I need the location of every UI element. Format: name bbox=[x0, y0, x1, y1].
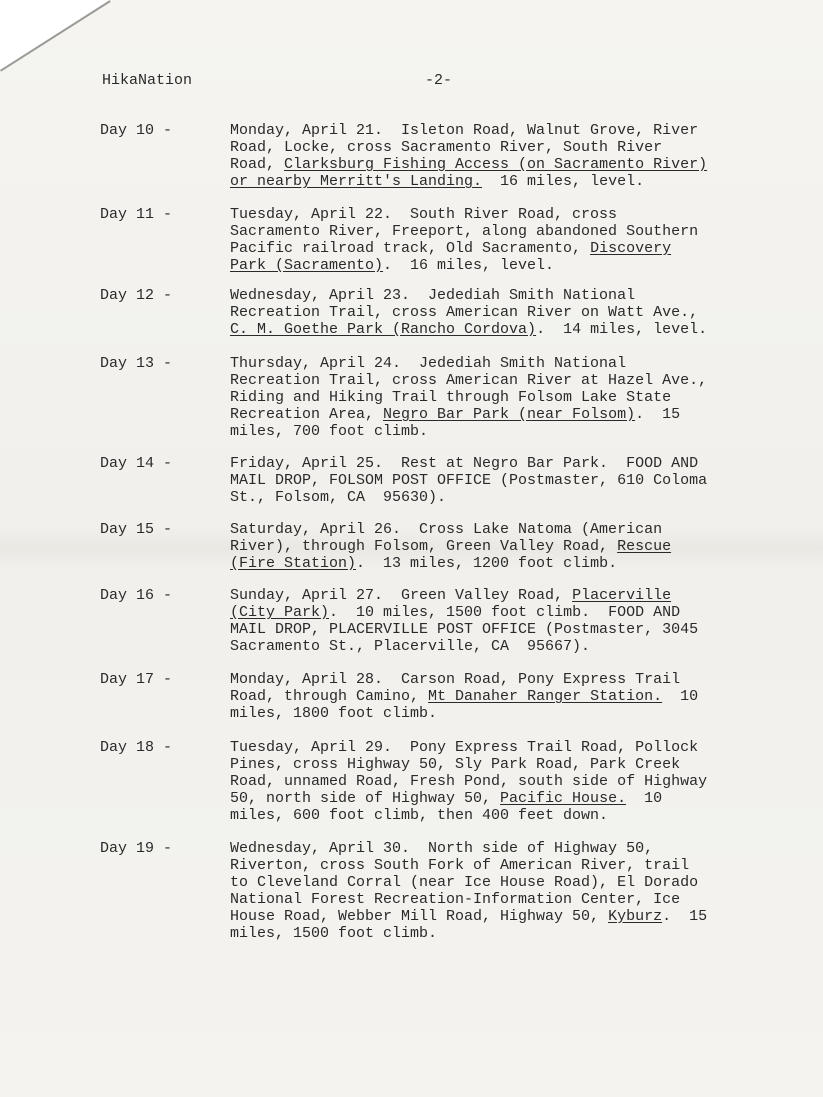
campsite-underline: or nearby Merritt's Landing. bbox=[230, 173, 483, 190]
description-line: National Forest Recreation-Information Center, Ice bbox=[230, 891, 681, 908]
day-label: Day 11 - bbox=[100, 206, 173, 223]
description-line: Sunday, April 27. Green Valley Road, Placerville bbox=[230, 587, 672, 604]
description-line: St., Folsom, CA 95630). bbox=[230, 489, 447, 506]
campsite-underline: Park (Sacramento) bbox=[230, 257, 384, 274]
description-line: Road, unnamed Road, Fresh Pond, south side of Highway bbox=[230, 773, 708, 790]
description-line: Saturday, April 26. Cross Lake Natoma (American bbox=[230, 521, 663, 538]
description-line: miles, 700 foot climb. bbox=[230, 423, 429, 440]
description-line: (City Park). 10 miles, 1500 foot climb. FOOD AND bbox=[230, 604, 681, 621]
day-description bbox=[230, 122, 790, 190]
description-line: or nearby Merritt's Landing. 16 miles, level. bbox=[230, 173, 645, 190]
campsite-underline: Pacific House. bbox=[500, 790, 627, 807]
description-line: C. M. Goethe Park (Rancho Cordova). 14 miles, level. bbox=[230, 321, 708, 338]
day-label: Day 14 - bbox=[100, 455, 173, 472]
day-description bbox=[230, 671, 790, 722]
day-description bbox=[230, 206, 790, 274]
description-line: miles, 1500 foot climb. bbox=[230, 925, 438, 942]
description-line: Pacific railroad track, Old Sacramento, Discovery bbox=[230, 240, 672, 257]
day-description bbox=[230, 739, 790, 824]
description-line: Road, through Camino, Mt Danaher Ranger Station. 10 bbox=[230, 688, 699, 705]
campsite-underline: Clarksburg Fishing Access (on Sacramento River) bbox=[284, 156, 708, 173]
day-label: Day 19 - bbox=[100, 840, 173, 857]
description-line: Monday, April 28. Carson Road, Pony Express Trail bbox=[230, 671, 681, 688]
description-line: Sacramento St., Placerville, CA 95667). bbox=[230, 638, 591, 655]
day-label: Day 10 - bbox=[100, 122, 173, 139]
description-line: Sacramento River, Freeport, along abandoned Southern bbox=[230, 223, 699, 240]
description-line: Tuesday, April 29. Pony Express Trail Road, Pollock bbox=[230, 739, 699, 756]
description-line: Riding and Hiking Trail through Folsom Lake State bbox=[230, 389, 672, 406]
day-label: Day 17 - bbox=[100, 671, 173, 688]
description-line: miles, 600 foot climb, then 400 feet down. bbox=[230, 807, 609, 824]
day-label: Day 16 - bbox=[100, 587, 173, 604]
description-line: miles, 1800 foot climb. bbox=[230, 705, 438, 722]
description-line: Wednesday, April 23. Jedediah Smith National bbox=[230, 287, 636, 304]
description-line: Riverton, cross South Fork of American River, trail bbox=[230, 857, 690, 874]
description-line: MAIL DROP, FOLSOM POST OFFICE (Postmaster, 610 Coloma bbox=[230, 472, 708, 489]
description-line: House Road, Webber Mill Road, Highway 50, Kyburz. 15 bbox=[230, 908, 708, 925]
description-line: to Cleveland Corral (near Ice House Road), El Dorado bbox=[230, 874, 699, 891]
description-line: Wednesday, April 30. North side of Highway 50, bbox=[230, 840, 654, 857]
day-label: Day 12 - bbox=[100, 287, 173, 304]
description-line: Recreation Trail, cross American River at Hazel Ave., bbox=[230, 372, 708, 389]
description-line: 50, north side of Highway 50, Pacific House. 10 bbox=[230, 790, 663, 807]
description-line: Recreation Trail, cross American River on Watt Ave., bbox=[230, 304, 699, 321]
campsite-underline: Negro Bar Park (near Folsom) bbox=[383, 406, 636, 423]
description-line: Pines, cross Highway 50, Sly Park Road, Park Creek bbox=[230, 756, 681, 773]
campsite-underline: Rescue bbox=[617, 538, 672, 555]
description-line: (Fire Station). 13 miles, 1200 foot climb. bbox=[230, 555, 618, 572]
campsite-underline: Mt Danaher Ranger Station. bbox=[428, 688, 663, 705]
description-line: Road, Locke, cross Sacramento River, South River bbox=[230, 139, 663, 156]
day-label: Day 13 - bbox=[100, 355, 173, 372]
description-line: Friday, April 25. Rest at Negro Bar Park. FOOD AND bbox=[230, 455, 699, 472]
day-description bbox=[230, 455, 790, 506]
description-line: Recreation Area, Negro Bar Park (near Folsom). 15 bbox=[230, 406, 681, 423]
campsite-underline: (Fire Station) bbox=[230, 555, 357, 572]
description-line: Monday, April 21. Isleton Road, Walnut Grove, River bbox=[230, 122, 699, 139]
page-number: -2- bbox=[425, 72, 453, 89]
campsite-underline: (City Park) bbox=[230, 604, 330, 621]
campsite-underline: Discovery bbox=[590, 240, 672, 257]
description-line: River), through Folsom, Green Valley Road, Rescue bbox=[230, 538, 672, 555]
campsite-underline: Kyburz bbox=[608, 908, 663, 925]
description-line: Thursday, April 24. Jedediah Smith National bbox=[230, 355, 627, 372]
day-description bbox=[230, 355, 790, 440]
day-description bbox=[230, 587, 790, 655]
description-line: Park (Sacramento). 16 miles, level. bbox=[230, 257, 555, 274]
day-description bbox=[230, 287, 790, 338]
day-label: Day 18 - bbox=[100, 739, 173, 756]
day-description bbox=[230, 521, 790, 572]
description-line: Tuesday, April 22. South River Road, cross bbox=[230, 206, 618, 223]
campsite-underline: C. M. Goethe Park (Rancho Cordova) bbox=[230, 321, 537, 338]
description-line: Road, Clarksburg Fishing Access (on Sacramento River) bbox=[230, 156, 708, 173]
description-line: MAIL DROP, PLACERVILLE POST OFFICE (Postmaster, 3045 bbox=[230, 621, 699, 638]
day-description bbox=[230, 840, 790, 942]
document-header-title: HikaNation bbox=[102, 72, 193, 89]
campsite-underline: Placerville bbox=[572, 587, 672, 604]
day-label: Day 15 - bbox=[100, 521, 173, 538]
